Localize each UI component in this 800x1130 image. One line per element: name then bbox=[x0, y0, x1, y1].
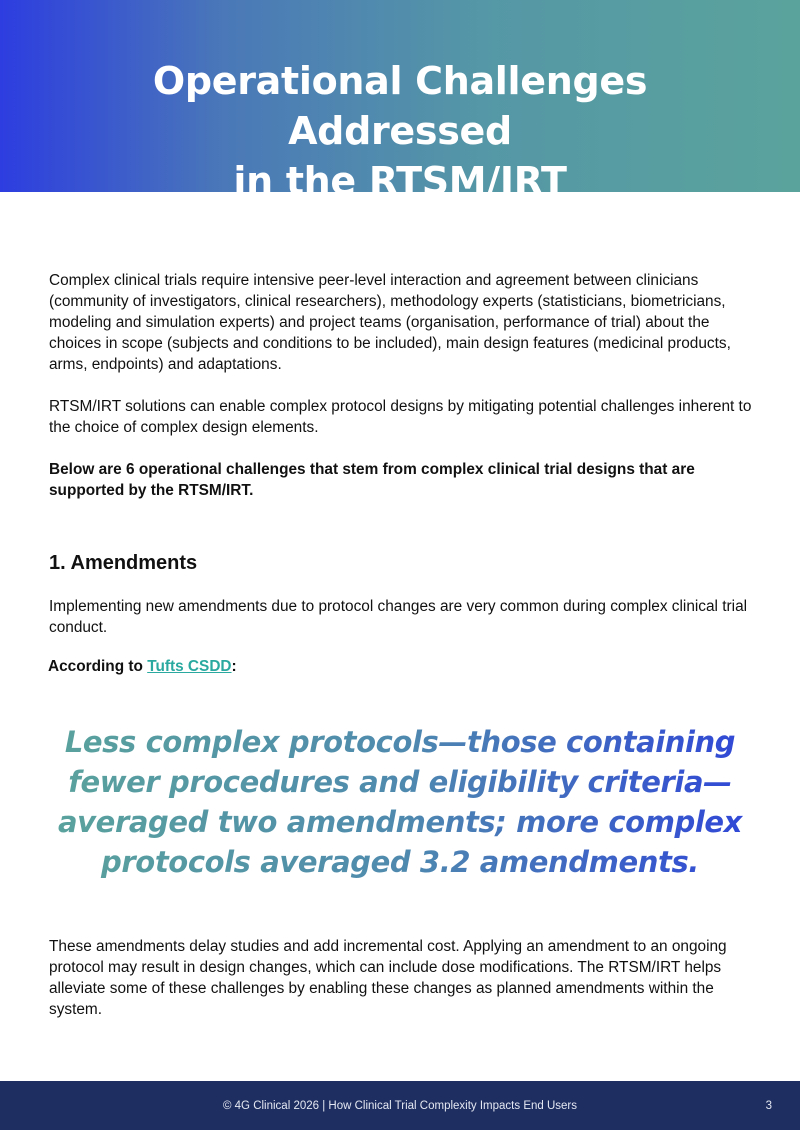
section-heading-amendments: 1. Amendments bbox=[49, 552, 198, 574]
page-title-line-2: in the RTSM/IRT bbox=[233, 159, 567, 203]
intro-paragraph-3: Below are 6 operational challenges that stem from complex clinical trial designs that are supported by the RTSM/IRT. bbox=[49, 461, 695, 499]
closing-paragraph: These amendments delay studies and add incremental cost. Applying an amendment to an ongoing protocol may result in design changes, which can include dose modifications. The RTSM/IRT helps alleviate some of these challenges by enabling these changes as planned amendments within the system. bbox=[49, 938, 727, 1018]
intro-paragraph-2: RTSM/IRT solutions can enable complex protocol designs by mitigating potential challenges inherent to the choice of complex design elements. bbox=[49, 398, 752, 436]
according-to-line bbox=[48, 656, 237, 677]
page-header-banner bbox=[0, 0, 800, 203]
page-title-line-1: Operational Challenges Addressed bbox=[152, 59, 648, 153]
footer-text: © 4G Clinical 2026 | How Clinical Trial Complexity Impacts End Users bbox=[222, 1100, 578, 1112]
page-title bbox=[40, 56, 760, 206]
tufts-csdd-link[interactable]: Tufts CSDD bbox=[147, 658, 232, 675]
according-suffix: : bbox=[231, 658, 237, 675]
section-body: Implementing new amendments due to protocol changes are very common during complex clinical trial conduct. bbox=[49, 598, 748, 636]
page-number: 3 bbox=[765, 1100, 772, 1112]
pull-quote: Less complex protocols—those containing fewer procedures and eligibility criteria—averaged two amendments; more complex protocols averaged 3.2 amendments. bbox=[40, 722, 760, 882]
intro-paragraph-1: Complex clinical trials require intensive peer-level interaction and agreement between clinicians (community of investigators, clinical researchers), methodology experts (statisticians, biometricians, modeling and simulation experts) and project teams (organisation, performance of trial) about the choices in scope (subjects and conditions to be included), main design features (medicinal products, arms, endpoints) and adaptations. bbox=[49, 272, 731, 373]
intro-section bbox=[49, 270, 759, 501]
page-footer bbox=[0, 1081, 800, 1130]
according-prefix: According to bbox=[48, 658, 148, 675]
